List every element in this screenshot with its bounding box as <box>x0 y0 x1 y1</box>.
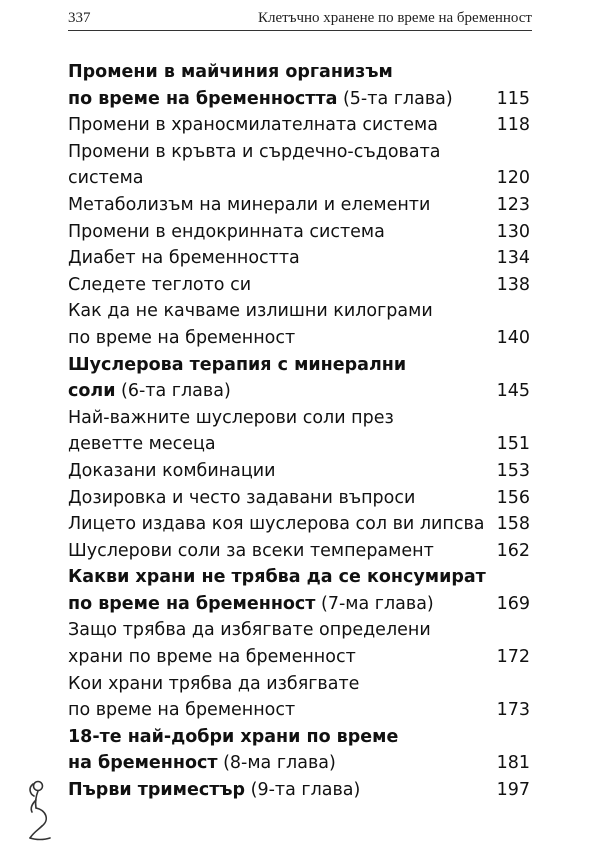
page-number: 337 <box>68 10 91 26</box>
toc-page-number: 169 <box>496 593 530 614</box>
table-of-contents <box>68 59 530 804</box>
toc-entry-text: Как да не качваме излишни килограми <box>68 301 433 322</box>
toc-entry-text: Първи триместър <box>68 780 246 801</box>
toc-line <box>68 352 530 379</box>
toc-page-number: 151 <box>496 434 530 455</box>
toc-line <box>68 458 530 485</box>
toc-page-number: 123 <box>496 194 530 215</box>
toc-entry-text: Дозировка и често задавани въпроси <box>68 487 416 508</box>
toc-line <box>68 59 530 86</box>
toc-chapter-label: (8-ма глава) <box>217 753 336 774</box>
toc-entry-text: на бременност <box>68 753 218 774</box>
toc-page-number: 120 <box>496 168 530 189</box>
toc-page-number: 140 <box>496 327 530 348</box>
toc-entry-text: по време на бременност <box>68 327 296 348</box>
toc-line <box>68 219 530 246</box>
toc-page-number: 153 <box>496 460 530 481</box>
toc-line <box>68 245 530 272</box>
toc-entry-text: Промени в храносмилателната система <box>68 115 438 136</box>
toc-entry-text: Промени в ендокринната система <box>68 221 385 242</box>
toc-line <box>68 591 530 618</box>
toc-line <box>68 139 530 166</box>
toc-chapter-label: (5-та глава) <box>337 88 453 109</box>
toc-entry-text: Какви храни не трябва да се консумират <box>68 567 486 588</box>
toc-entry-text: Следете теглото си <box>68 274 252 295</box>
toc-page-number: 138 <box>496 274 530 295</box>
toc-line <box>68 112 530 139</box>
toc-line <box>68 272 530 299</box>
toc-entry-text: система <box>68 168 144 189</box>
toc-entry-text: Лицето издава коя шуслерова сол ви липсва <box>68 514 485 535</box>
toc-entry-text: по време на бременност <box>68 700 296 721</box>
toc-entry-text: Промени в кръвта и сърдечно-съдовата <box>68 141 441 162</box>
toc-line <box>68 405 530 432</box>
toc-entry-text: соли <box>68 381 116 402</box>
toc-chapter-label: (7-ма глава) <box>315 593 434 614</box>
toc-page-number: 156 <box>496 487 530 508</box>
toc-chapter-label: (9-та глава) <box>245 780 361 801</box>
toc-line <box>68 298 530 325</box>
running-title: Клетъчно хранене по време на бременност <box>258 10 532 26</box>
pregnant-woman-logo-icon <box>16 778 60 842</box>
toc-line <box>68 617 530 644</box>
toc-line <box>68 165 530 192</box>
toc-line <box>68 378 530 405</box>
toc-entry-text: Доказани комбинации <box>68 460 276 481</box>
running-header <box>68 8 532 31</box>
toc-line <box>68 644 530 671</box>
toc-line <box>68 485 530 512</box>
toc-line <box>68 192 530 219</box>
toc-page-number: 162 <box>496 540 530 561</box>
toc-page-number: 158 <box>496 514 530 535</box>
toc-page-number: 181 <box>496 753 530 774</box>
toc-entry-text: Кои храни трябва да избягвате <box>68 673 360 694</box>
toc-page-number: 197 <box>496 780 530 801</box>
toc-line <box>68 750 530 777</box>
toc-entry-text: Промени в майчиния организъм <box>68 62 393 82</box>
toc-line <box>68 671 530 698</box>
toc-line <box>68 86 530 113</box>
toc-entry-text: деветте месеца <box>68 434 216 455</box>
toc-line <box>68 431 530 458</box>
toc-line <box>68 325 530 352</box>
toc-line <box>68 724 530 751</box>
toc-page-number: 145 <box>496 381 530 402</box>
toc-page-number: 118 <box>496 115 530 136</box>
toc-entry-text: Шуслерова терапия с минерални <box>68 354 407 375</box>
toc-entry-text: Защо трябва да избягвате определени <box>68 620 431 641</box>
toc-entry-text: 18-те най-добри храни по време <box>68 726 399 747</box>
toc-line <box>68 564 530 591</box>
toc-line <box>68 777 530 804</box>
toc-entry-text: по време на бременността <box>68 88 338 109</box>
toc-line <box>68 511 530 538</box>
toc-page-number: 115 <box>496 88 530 109</box>
toc-entry-text: храни по време на бременност <box>68 647 356 668</box>
toc-page-number: 173 <box>496 700 530 721</box>
toc-entry-text: Шуслерови соли за всеки темперамент <box>68 540 434 561</box>
toc-entry-text: по време на бременност <box>68 593 316 614</box>
toc-entry-text: Най-важните шуслерови соли през <box>68 407 394 428</box>
toc-line <box>68 697 530 724</box>
toc-page-number: 134 <box>496 248 530 269</box>
toc-entry-text: Метаболизъм на минерали и елементи <box>68 194 431 215</box>
toc-line <box>68 538 530 565</box>
toc-entry-text: Диабет на бременността <box>68 248 300 269</box>
toc-page-number: 172 <box>496 647 530 668</box>
toc-page-number: 130 <box>496 221 530 242</box>
toc-chapter-label: (6-та глава) <box>115 381 231 402</box>
